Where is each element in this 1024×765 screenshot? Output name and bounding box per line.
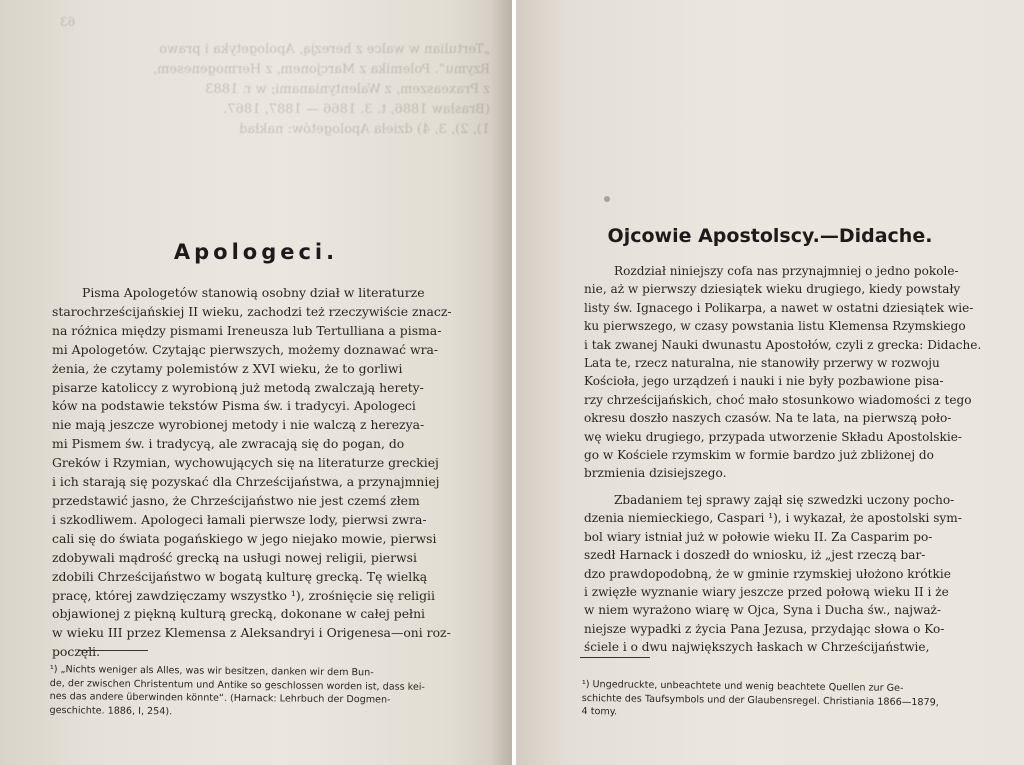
footnote-line: de, der zwischen Christentum und Antike so geschlossen worden ist, dass kei-: [49, 677, 425, 693]
text-line: Greków i Rzymian, wychowujących się na literaturze greckiej: [52, 455, 439, 471]
text-line: go w Kościele rzymskim w formie bardzo już zbliżonej do: [584, 448, 934, 463]
bleed-line: z Praxeaszem, z Walentynianami; w r. 1883: [205, 82, 490, 97]
text-line: mi Apologetów. Czytając pierwszych, możemy doznawać wra-: [52, 341, 439, 357]
left-body-text: [52, 284, 482, 662]
text-line: bol wiary istniał już w połowie wieku II. Za Casparim po-: [584, 529, 933, 544]
text-line: w wieku III przez Klemensa z Aleksandryi i Origenesa—oni roz-: [52, 625, 451, 641]
text-line: i ich starają się pozyskać dla Chrześcijaństwa, a przynajmniej: [52, 474, 440, 490]
text-line: i zwięzłe wyznanie wiary jeszcze przed połową wieku II i że: [584, 584, 949, 599]
text-line: dzenia niemieckiego, Caspari ¹), i wykazał, że apostolski sym-: [584, 511, 962, 526]
text-line: objawionej z piękną kulturą grecką, dokonane w całej pełni: [52, 606, 426, 622]
text-line: nie mają jeszcze wyrobionej metody i nie walczą z herezya-: [52, 417, 425, 433]
text-line: Zbadaniem tej sprawy zajął się szwedzki uczony pocho-: [614, 492, 955, 507]
text-line: ków na podstawie tekstów Pisma św. i tradycyi. Apologeci: [52, 398, 416, 414]
text-line: przedstawić jasno, że Chrześcijaństwo nie jest czemś złem: [52, 492, 420, 508]
paragraph: [584, 262, 1002, 483]
bleed-through-text: [60, 12, 490, 172]
text-line: i tak zwanej Nauki dwunastu Apostołów, czyli z grecka: Didache.: [584, 337, 982, 352]
footnote-line: nes das andere überwinden könnte“. (Harnack: Lehrbuch der Dogmen-: [49, 690, 391, 706]
footnote-line: schichte des Taufsymbols und der Glaubensregel. Christiania 1866—1879,: [581, 692, 939, 708]
text-line: starochrześcijańskiej II wieku, zachodzi też rzeczywiście znacz-: [52, 303, 452, 319]
text-line: zdobili Chrześcijaństwo w bogatą kulturę grecką. Tę wielką: [52, 568, 428, 584]
text-line: ściele i o dwu największych łaskach w Chrześcijaństwie,: [584, 640, 930, 655]
footnote-line: 4 tomy.: [581, 705, 618, 718]
text-line: mi Pismem św. i tradycyą, ale zwracają się do pogan, do: [52, 436, 405, 452]
text-line: dzo prawdopodobną, że w gminie rzymskiej ułożono krótkie: [584, 566, 951, 581]
bleed-page-number: 63: [60, 15, 76, 29]
text-line: zdobywali mądrość grecką na usługi nowej religii, pierwsi: [52, 549, 417, 565]
text-line: brzmienia dzisiejszego.: [584, 466, 727, 481]
text-line: Lata te, rzecz naturalna, nie stanowiły przerwy w rozwoju: [584, 356, 940, 371]
text-line: szedł Harnack i doszedł do wniosku, iż „jest rzeczą bar-: [584, 548, 926, 563]
text-line: cali się do świata pogańskiego w jego niejako mowie, pierwsi: [52, 530, 437, 546]
footnote-divider: [580, 657, 650, 658]
text-line: ku pierwszego, w czasy powstania listu Klemensa Rzymskiego: [584, 319, 966, 334]
paper-speck: [604, 196, 610, 202]
text-line: wę wieku drugiego, przypada utworzenie Składu Apostolskie-: [584, 429, 962, 444]
footnote-line: ¹) „Nichts weniger als Alles, was wir besitzen, danken wir dem Bun-: [49, 663, 374, 679]
footnote-divider: [78, 650, 148, 651]
text-line: Rozdział niniejszy cofa nas przynajmniej o jedno pokole-: [614, 264, 959, 278]
text-line: nie, aż w pierwszy dziesiątek wieku drugiego, kiedy powstały: [584, 282, 961, 297]
text-line: niejsze wypadki z życia Pana Jezusa, przydając słowa o Ko-: [584, 621, 945, 636]
paragraph: [584, 491, 1002, 657]
text-line: żenia, że czytamy polemistów z XVI wieku, że to gorliwi: [52, 360, 403, 376]
footnote-line: geschichte. 1886, I, 254).: [49, 704, 173, 717]
text-line: okresu doszło naszych czasów. Na te lata, na pierwszą poło-: [584, 411, 952, 426]
bleed-line: Rzymu”. Polemika z Marcjonem, z Hermogenesem,: [152, 62, 490, 77]
bleed-line: (Brasław 1886, t. 3. 1866 — 1887, 1867.: [223, 102, 490, 117]
text-line: listy św. Ignacego i Polikarpa, a nawet w ostatni dziesiątek wie-: [584, 300, 974, 315]
right-body-text: [584, 262, 1002, 657]
right-page: [516, 0, 1024, 765]
text-line: na różnica między pismami Ireneusza lub Tertulliana a pisma-: [52, 322, 442, 338]
text-line: Kościoła, jego urządzeń i nauki i nie były pozbawione pisa-: [584, 374, 944, 389]
text-line: Pisma Apologetów stanowią osobny dział w literaturze: [82, 285, 425, 300]
chapter-title-apologeci: Apologeci.: [173, 240, 339, 264]
footnote: [49, 663, 480, 721]
bleed-line: 1), 2), 3, 4) dzieła Apologetów: nakład: [239, 122, 490, 137]
text-line: pracę, której zawdzięczamy wszystko ¹), zrośnięcie się religii: [52, 587, 435, 603]
text-line: pisarze katoliccy z wyrobioną już metodą zwalczają herety-: [52, 379, 424, 395]
text-line: rzy chrześcijańskich, choć mało stosunkowo wiadomości z tego: [584, 392, 972, 407]
text-line: i szkodliwem. Apologeci łamali pierwsze lody, pierwsi zwra-: [52, 511, 427, 527]
text-line: w niem wyrażono wiarę w Ojca, Syna i Ducha św., najważ-: [584, 603, 942, 618]
paragraph: [52, 284, 482, 662]
bleed-line: „Tertulian w walce z herezją, Apologetyka i prawo: [159, 42, 490, 57]
page-edge-shadow: [490, 0, 512, 765]
footnote-line: ¹) Ungedruckte, unbeachtete und wenig beachtete Quellen zur Ge-: [581, 678, 904, 694]
text-line: poczęli.: [52, 644, 101, 660]
chapter-title-ojcowie-apostolscy: Ojcowie Apostolscy.—Didache.: [607, 225, 933, 247]
footnote: [582, 678, 992, 724]
